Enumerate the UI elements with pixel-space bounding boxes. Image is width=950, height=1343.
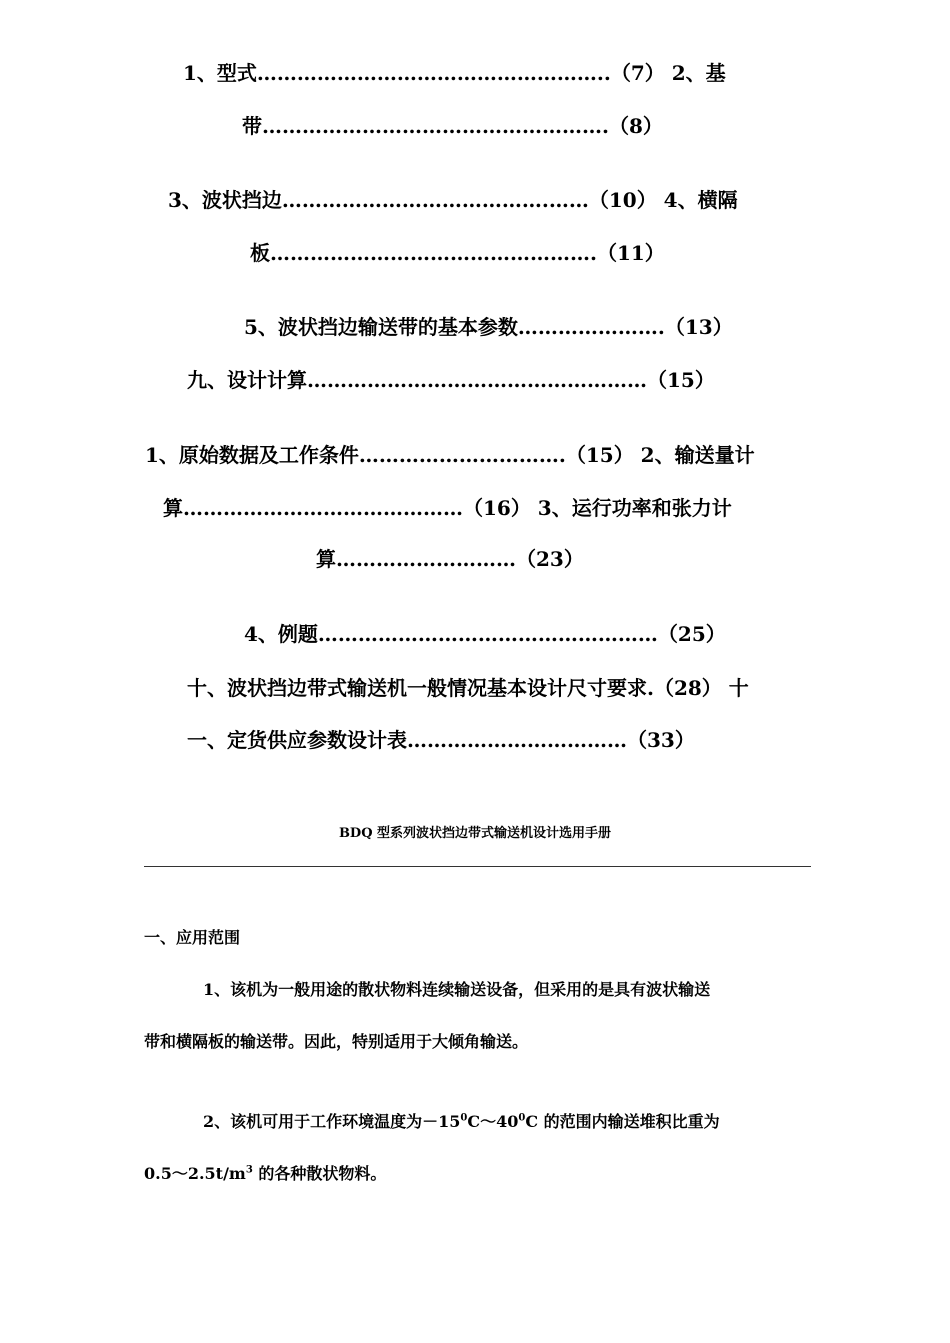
superscript: 3 [245,1164,253,1176]
toc-entry[interactable]: 算………………………（23） [316,547,584,571]
section-heading: 一、应用范围 [144,928,241,947]
toc-entry[interactable]: 3、波状挡边………………………………….……（10） 4、横隔 [168,188,738,212]
paragraph-line [144,1162,386,1186]
text-span: C 的范围内输送堆积比重为 [525,1112,720,1131]
text-span: C～40 [467,1112,519,1131]
toc-entry[interactable]: 1、原始数据及工作条件………………………….（15） 2、输送量计 [145,443,755,467]
superscript: 0 [460,1112,468,1124]
header-divider [144,866,811,867]
paragraph-line: 1、该机为一般用途的散状物料连续输送设备，但采用的是具有波状输送 [203,980,711,999]
toc-entry[interactable]: 算……………………………………（16） 3、运行功率和张力计 [163,496,732,520]
toc-entry[interactable]: 十、波状挡边带式输送机一般情况基本设计尺寸要求.（28） 十 [187,676,749,700]
text-span: 0.5～2.5t/m [144,1164,246,1183]
superscript: 0 [518,1112,526,1124]
toc-entry[interactable]: 一、定货供应参数设计表……………………………（33） [187,728,695,752]
toc-entry[interactable]: 九、设计计算……………………………………………（15） [187,368,715,392]
page-header-title: BDQ 型系列波状挡边带式输送机设计选用手册 [338,826,612,841]
paragraph-line: 带和横隔板的输送带。因此，特别适用于大倾角输送。 [144,1032,529,1051]
paragraph-line [203,1110,720,1134]
toc-entry[interactable]: 4、例题……………………………………………（25） [244,622,726,646]
toc-entry[interactable]: 带…………………………………………….（8） [242,114,663,138]
text-span: 的各种散状物料。 [252,1164,387,1183]
text-span: 2、该机可用于工作环境温度为－15 [203,1112,461,1131]
toc-entry[interactable]: 板………………………………………….（11） [250,241,665,265]
toc-entry[interactable]: 5、波状挡边输送带的基本参数………………….（13） [244,315,733,339]
toc-entry[interactable]: 1、型式……………………………………………..（7） 2、基 [183,61,726,85]
